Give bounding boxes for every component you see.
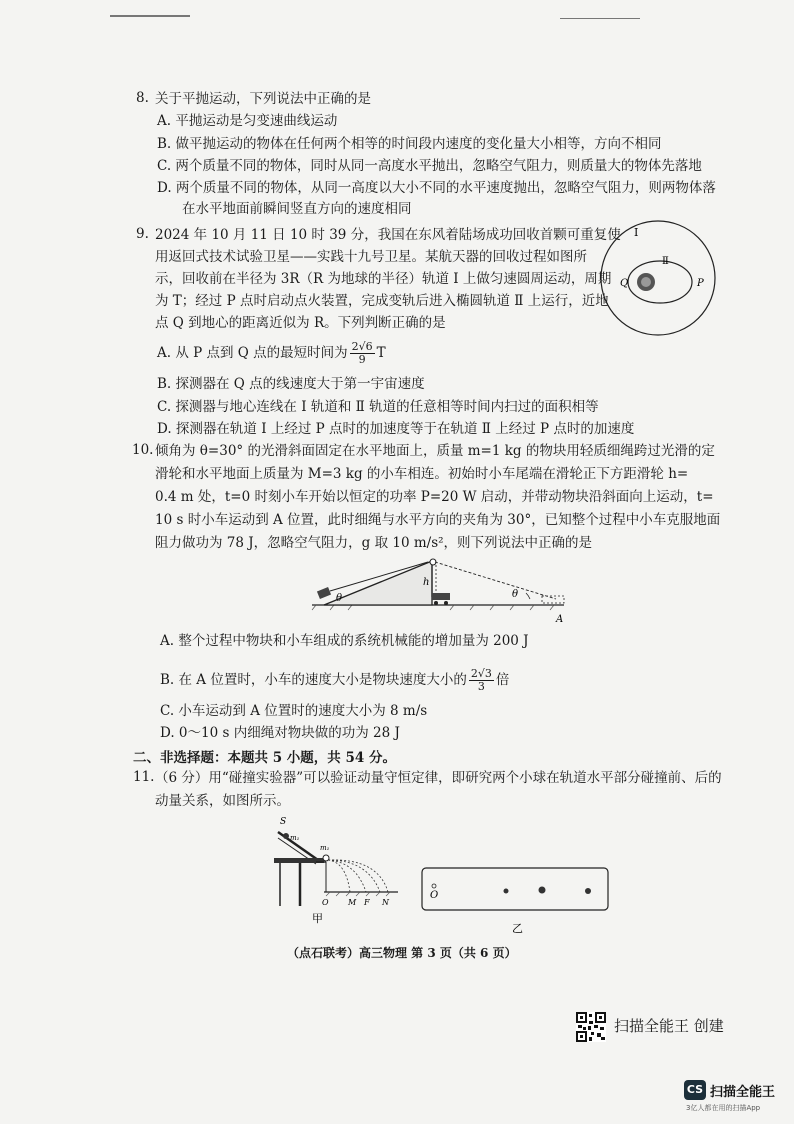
q10-option-a: A. 整个过程中物块和小车组成的系统机械能的增加量为 200 J xyxy=(160,633,529,649)
point-q-label: Q xyxy=(620,278,629,289)
q10-stem-line: 阻力做功为 78 J，忽略空气阻力，g 取 10 m/s²，则下列说法中正确的是 xyxy=(155,535,593,551)
q10-stem-line: 倾角为 θ=30° 的光滑斜面固定在水平地面上，质量 m=1 kg 的物块用轻质细绳跨过光滑的定 xyxy=(155,443,715,459)
q10-option-b-suffix: 倍 xyxy=(495,672,510,688)
fraction xyxy=(350,341,375,366)
q8-option-d: D. 两个质量不同的物体，从同一高度以大小不同的水平速度抛出，忽略空气阻力，则两物体落 xyxy=(157,180,716,196)
q10-stem-line: 滑轮和水平地面上质量为 M=3 kg 的小车相连。初始时小车尾端在滑轮正下方距滑轮 h= xyxy=(155,466,689,482)
q11-number: 11. xyxy=(133,769,155,785)
m2-label: m₁ xyxy=(320,844,330,852)
q9-stem-line: 2024 年 10 月 11 日 10 时 39 分，我国在东风着陆场成功回收首颗可重复使 xyxy=(155,227,621,243)
q10-option-c: C. 小车运动到 A 位置时的速度大小为 8 m/s xyxy=(160,703,428,719)
q8-option-b: B. 做平抛运动的物体在任何两个相等的时间段内速度的变化量大小相等，方向不相同 xyxy=(157,136,662,152)
q10-option-d: D. 0～10 s 内细绳对物块做的功为 28 J xyxy=(160,725,400,741)
q11-stem-line: 动量关系，如图所示。 xyxy=(155,793,290,809)
orbit-diagram xyxy=(596,216,720,340)
q10-option-b xyxy=(160,668,509,693)
q9-stem-line: 为 T；经过 P 点时启动点火装置，完成变轨后进入椭圆轨道 Ⅱ 上运行，近地 xyxy=(155,293,609,309)
q10-stem-line: 10 s 时小车运动到 A 位置，此时细绳与水平方向的夹角为 30°，已知整个过程中小车克服地面 xyxy=(155,512,721,528)
section-heading: 二、非选择题：本题共 5 小题，共 54 分。 xyxy=(133,750,396,766)
q8-number: 8. xyxy=(136,90,149,106)
jia-label: 甲 xyxy=(312,912,323,924)
fraction-denominator: 9 xyxy=(358,353,366,366)
q9-option-a xyxy=(157,341,386,366)
q9-stem-line: 用返回式技术试验卫星——实践十九号卫星。某航天器的回收过程如图所 xyxy=(155,249,587,265)
cart-start-shape xyxy=(432,593,450,600)
theta-incline-label: θ xyxy=(336,593,343,604)
ball-m1-shape xyxy=(283,833,289,839)
s-label: S xyxy=(280,817,287,827)
point-a-label: A xyxy=(556,614,564,625)
q9-option-b: B. 探测器在 Q 点的线速度大于第一宇宙速度 xyxy=(157,376,425,392)
height-label: h xyxy=(423,577,430,588)
mark-m xyxy=(504,889,509,894)
f-label: F xyxy=(364,898,370,907)
collision-apparatus-diagram xyxy=(268,814,408,924)
cart-final-shape xyxy=(542,596,564,603)
scanner-creator-text: 扫描全能王 创建 xyxy=(614,1017,724,1035)
brand-name: 扫描全能王 xyxy=(710,1085,776,1100)
m-label: M xyxy=(348,898,357,907)
q9-option-d: D. 探测器在轨道 Ⅰ 上经过 P 点时的加速度等于在轨道 Ⅱ 上经过 P 点时的加速度 xyxy=(157,421,635,437)
qr-code-icon xyxy=(576,1012,606,1042)
q10-option-b-text: B. 在 A 位置时，小车的速度大小是物块速度大小的 xyxy=(160,672,467,688)
yi-label: 乙 xyxy=(512,922,523,935)
q11-stem-line: （6 分）用“碰撞实验器”可以验证动量守恒定律，即研究两个小球在轨道水平部分碰撞前、后的 xyxy=(155,770,722,786)
cs-logo-icon: CS xyxy=(684,1080,706,1100)
q10-stem-line: 0.4 m 处，t=0 时刻小车开始以恒定的功率 P=20 W 启动，并带动物块沿斜面向上运动，t= xyxy=(155,489,714,505)
orbit-1-label: Ⅰ xyxy=(634,226,639,239)
fraction-numerator: 2√3 xyxy=(470,667,492,680)
m1-label: m₁ xyxy=(290,834,300,842)
block-shape xyxy=(317,587,331,599)
page-footer: （点石联考）高三物理 第 3 页（共 6 页） xyxy=(287,946,517,960)
q10-number: 10. xyxy=(132,442,154,458)
q8-option-d-cont: 在水平地面前瞬间竖直方向的速度相同 xyxy=(182,201,412,217)
q9-stem-line: 示，回收前在半径为 3R（R 为地球的半径）轨道 Ⅰ 上做匀速圆周运动，周期 xyxy=(155,271,612,287)
point-p-label: P xyxy=(697,278,704,289)
q9-option-c: C. 探测器与地心连线在 Ⅰ 轨道和 Ⅱ 轨道的任意相等时间内扫过的面积相等 xyxy=(157,399,599,415)
fraction xyxy=(469,668,494,693)
q9-stem-line: 点 Q 到地心的距离近似为 R。下列判断正确的是 xyxy=(155,315,446,331)
fraction-denominator: 3 xyxy=(477,680,485,693)
brand-tagline: 3亿人都在用的扫描App xyxy=(686,1104,761,1112)
n-label: N xyxy=(382,898,389,907)
rope-final xyxy=(435,562,556,599)
landing-marks-diagram xyxy=(420,866,612,936)
o2-label: O xyxy=(430,890,439,901)
fraction-numerator: 2√6 xyxy=(351,340,373,353)
q8-stem: 关于平抛运动，下列说法中正确的是 xyxy=(155,91,371,107)
scan-line xyxy=(110,15,190,17)
mark-f xyxy=(539,887,546,894)
paper-strip-shape xyxy=(422,868,608,910)
mark-n xyxy=(585,888,591,894)
q9-number: 9. xyxy=(136,226,149,242)
q9-option-a-text: A. 从 P 点到 Q 点的最短时间为 xyxy=(157,345,348,361)
incline-diagram xyxy=(304,553,576,625)
theta-rope-label: θ xyxy=(512,589,519,600)
scan-line xyxy=(560,18,640,19)
o-label: O xyxy=(322,898,329,907)
q8-option-c: C. 两个质量不同的物体，同时从同一高度水平抛出，忽略空气阻力，则质量大的物体先落地 xyxy=(157,158,702,174)
q9-option-a-suffix: T xyxy=(376,345,386,361)
q8-option-a: A. 平抛运动是匀变速曲线运动 xyxy=(157,113,338,129)
orbit-2-label: Ⅱ xyxy=(662,256,669,267)
